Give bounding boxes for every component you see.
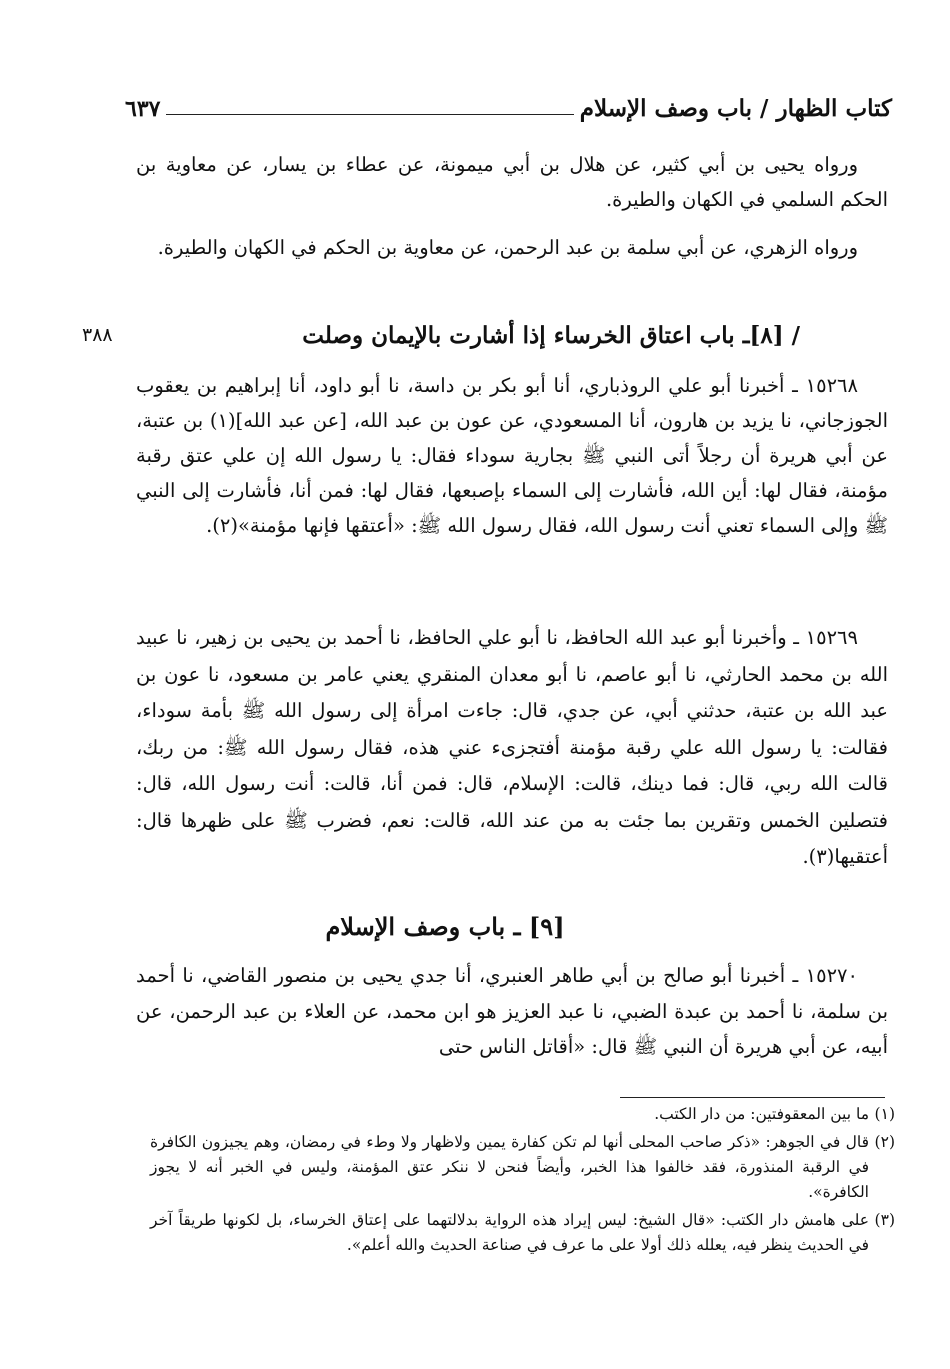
paragraph-2: ورواه الزهري، عن أبي سلمة بن عبد الرحمن، عن معاوية بن الحكم في الكهان والطيرة. bbox=[157, 236, 858, 259]
footnote-separator bbox=[620, 1097, 885, 1098]
margin-page-number: ٣٨٨ bbox=[82, 324, 113, 346]
header-rule bbox=[166, 114, 573, 115]
footnote-1 bbox=[150, 1102, 895, 1127]
paragraph-1: ورواه يحيى بن أبي كثير، عن هلال بن أبي ميمونة، عن عطاء بن يسار، عن معاوية بن الحكم السلمي في الكهان والطيرة. bbox=[136, 153, 888, 211]
hadith-15269: ١٥٢٦٩ ـ وأخبرنا أبو عبد الله الحافظ، نا أبو علي الحافظ، نا أحمد بن يحيى بن زهير، نا عبيد الله بن محمد الحارثي، نا أبو عاصم، نا أبو معدان المنقري يعني عامر بن مسعود، نا عون بن عبد الله بن عتبة، حدثني أبي، عن جدي، قال: جاءت امرأة إلى رسول الله ﷺ بأمة سوداء، فقالت: يا رسول الله علي رقبة مؤمنة أفتجزىء عني هذه، فقال رسول الله ﷺ: من ربك، قالت الله ربي، قال: فما دينك، قالت: الإسلام، قال: فمن أنا، قالت: أنت رسول الله، قال: فتصلين الخمس وتقرين بما جئت به من عند الله، قالت: نعم، فضرب ﷺ على ظهرها قال: أعتقيها(٣). bbox=[136, 626, 889, 868]
footnote-text: ما بين المعقوفتين: من دار الكتب. bbox=[654, 1105, 869, 1123]
footnote-text: على هامش دار الكتب: «قال الشيخ: ليس إيراد هذه الرواية بدلالتهما على إعتاق الخرساء، بل لكونها طريقاً آخر في الحديث ينظر فيه، يعلله ذلك أولا على ما عرف في صناعة الحديث والله أعلم». bbox=[150, 1211, 869, 1254]
header-title: كتاب الظهار / باب وصف الإسلام bbox=[579, 95, 892, 122]
hadith-15270: ١٥٢٧٠ ـ أخبرنا أبو صالح بن أبي طاهر العنبري، أنا جدي يحيى بن منصور القاضي، نا أحمد بن سلمة، نا أحمد بن عبدة الضبي، نا عبد العزيز هو ابن محمد، عن العلاء بن عبد الرحمن، عن أبيه، عن أبي هريرة أن النبي ﷺ قال: «أقاتل الناس حتى bbox=[136, 964, 888, 1058]
chapter-9-heading: [٩] ـ باب وصف الإسلام bbox=[325, 912, 565, 941]
footnote-number: (١) bbox=[874, 1105, 895, 1123]
footnote-3 bbox=[150, 1208, 895, 1258]
footnote-number: (٢) bbox=[874, 1133, 895, 1151]
hadith-15268: ١٥٢٦٨ ـ أخبرنا أبو علي الروذباري، أنا أبو بكر بن داسة، نا أبو داود، أنا إبراهيم بن يعقوب الجوزجاني، نا يزيد بن هارون، أنا المسعودي، عن عون بن عبد الله، [عن عبد الله](١) بن عتبة، عن أبي هريرة أن رجلاً أتى النبي ﷺ بجارية سوداء فقال: يا رسول الله إن علي عتق رقبة مؤمنة، فقال لها: أين الله، فأشارت إلى السماء بإصبعها، فقال لها: فمن أنا، فأشارت إلى النبي ﷺ وإلى السماء تعني أنت رسول الله، فقال رسول الله ﷺ: «أعتقها فإنها مؤمنة»(٢). bbox=[136, 374, 888, 537]
footnote-2 bbox=[150, 1130, 895, 1205]
running-header bbox=[125, 88, 892, 122]
chapter-8-heading: / [٨]ـ باب اعتاق الخرساء إذا أشارت بالإيمان وصلت bbox=[302, 322, 800, 349]
footnote-number: (٣) bbox=[874, 1211, 895, 1229]
footnotes bbox=[150, 1102, 895, 1261]
footnote-text: قال في الجوهر: «ذكر صاحب المحلى أنها لم تكن كفارة يمين ولاظهار ولا وطء في رمضان، وهم يجيزون الكافرة في الرقبة المنذورة، فقد خالفوا هذا الخبر، وأيضاً فنحن لا ننكر عتق المؤمنة، وليس في الخبر أنه لا يجوز الكافرة». bbox=[150, 1133, 869, 1201]
page-number: ٦٣٧ bbox=[125, 96, 161, 122]
